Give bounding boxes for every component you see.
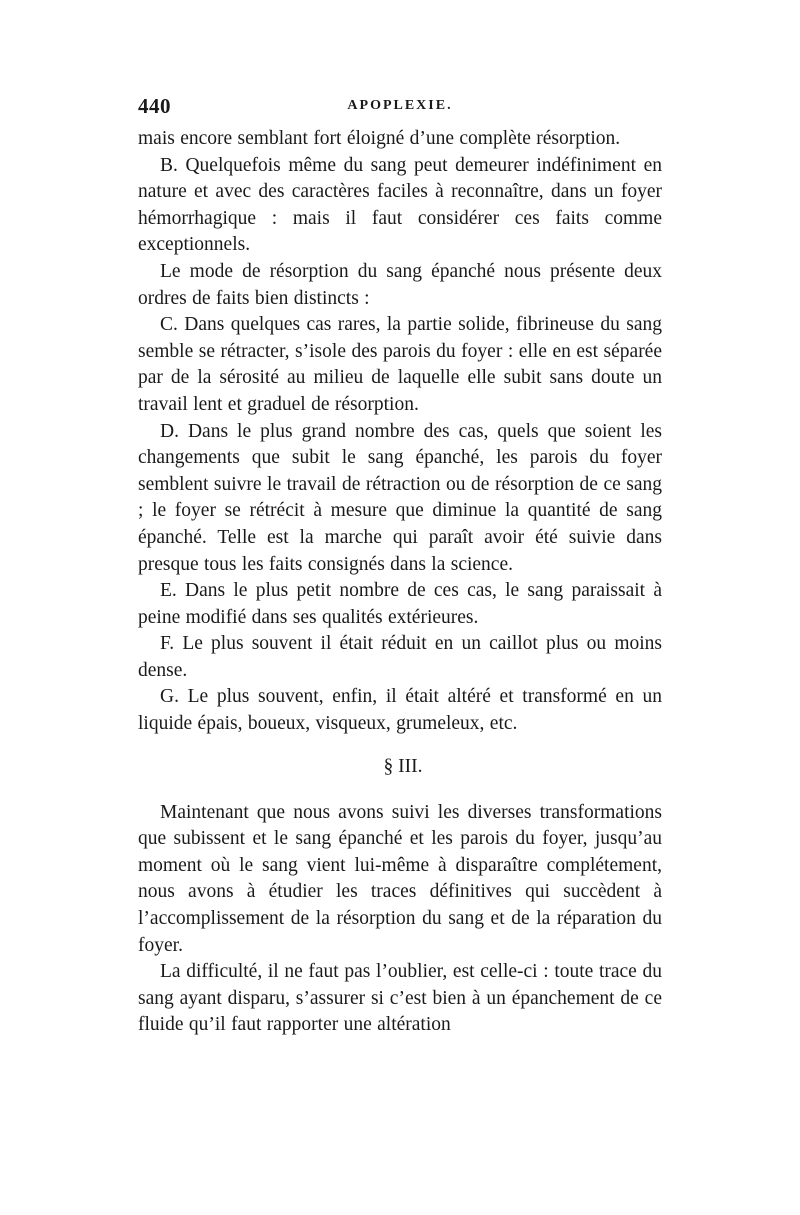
paragraph-d: D. Dans le plus grand nombre des cas, quels que soient les changements que subit le sang épanché, les parois du foyer semblent suivre le travail de rétraction ou de résorption de ce sang ; le foyer se rétrécit à mesure que diminue la quantité de sang épanché. Telle est la marche qui paraît avoir été suivie dans presque tous les faits consignés dans la science. — [138, 420, 662, 575]
page-number: 440 — [138, 94, 171, 118]
running-title: APOPLEXIE. — [347, 98, 453, 113]
paragraph-difficulte: La difficulté, il ne faut pas l’oublier, est celle-ci : toute trace du sang ayant disparu, s’assurer si c’est bien à un épanchement de ce fluide qu’il faut rapporter une altération — [138, 961, 662, 1036]
paragraph-g: G. Le plus souvent, enfin, il était altéré et transformé en un liquide épais, boueux, visqueux, grumeleux, etc. — [138, 686, 662, 735]
paragraph-mode-resorption: Le mode de résorption du sang épanché nous présente deux ordres de faits bien distincts : — [138, 260, 662, 309]
paragraph-c: C. Dans quelques cas rares, la partie solide, fibrineuse du sang semble se rétracter, s’isole des parois du foyer : elle en est séparée par de la sérosité au milieu de laquelle elle subit sans doute un travail lent et graduel de résorption. — [138, 314, 662, 415]
paragraph-maintenant: Maintenant que nous avons suivi les diverses transformations que subissent et le sang épanché et les parois du foyer, jusqu’au moment où le sang vient lui-même à disparaître complétement, nous avons à étudier les traces définitives qui succèdent à l’accomplissement de la résorption du sang et de la réparation du foyer. — [138, 801, 662, 956]
paragraph-e: E. Dans le plus petit nombre de ces cas, le sang paraissait à peine modifié dans ses qualités extérieures. — [138, 580, 662, 628]
page-header — [138, 94, 662, 122]
body-text — [138, 126, 662, 1039]
paragraph-continuation: mais encore semblant fort éloigné d’une complète résorption. — [138, 128, 621, 149]
book-page — [138, 94, 662, 1039]
paragraph-b: B. Quelquefois même du sang peut demeurer indéfiniment en nature et avec des caractères faciles à reconnaître, dans un foyer hémorrhagique : mais il faut considérer ces faits comme exceptionnels. — [138, 154, 662, 256]
paragraph-f: F. Le plus souvent il était réduit en un caillot plus ou moins dense. — [138, 633, 662, 681]
section-heading: § III. — [383, 755, 423, 777]
